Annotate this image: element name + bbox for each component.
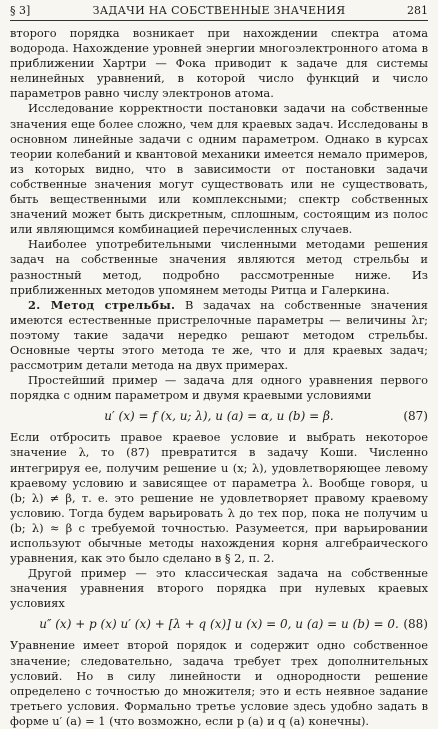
paragraph: Простейший пример — задача для одного уравнения первого порядка с одним параметром и двумя краевыми условиями [10,373,428,403]
section-number: § 3] [10,4,31,17]
page-body [10,26,428,729]
paragraph-text: В задачах на собственные значения имеются естественные пристрелочные параметры — величины λr; поэтому такие задачи нередко решают методом стрельбы. Основные черты этого метода те же, что и для краевых задач; рассмотрим детали метода на двух примерах. [10,297,428,373]
paragraph: Уравнение имеет второй порядок и содержит одно собственное значение; следовательно, задача требует трех дополнительных условий. Но в силу линейности и однородности решение определено с точностью до множителя; это и есть неявное задание третьего условия. Формально третье условие здесь удобно задать в форме u′ (a) = 1 (что возможно, если p (a) и q (a) конечны). [10,638,428,728]
equation-text: u′ (x) = f (x, u; λ), u (a) = α, u (b) = β. [104,409,334,424]
running-header [10,4,428,22]
paragraph: Наиболее употребительными численными методами решения задач на собственные значения являются метод стрельбы и разностный метод, подробно рассмотренные ниже. Из приближенных методов упомянем методы Ритца и Галеркина. [10,237,428,297]
equation-text: u″ (x) + p (x) u′ (x) + [λ + q (x)] u (x) = 0, u (a) = u (b) = 0. [39,617,399,632]
paragraph [10,298,428,373]
paragraph: Если отбросить правое краевое условие и выбрать некоторое значение λ, то (87) превратится в задачу Коши. Численно интегрируя ее, получим решение u (x; λ), удовлетворяющее левому краевому условию и зависящее от параметра λ. Вообще говоря, u (b; λ) ≠ β, т. е. это решение не удовлетворяет правому краевому условию. Тогда будем варьировать λ до тех пор, пока не получим u (b; λ) ≈ β с требуемой точностью. Разумеется, при варьировании используют обычные методы нахождения корня алгебраического уравнения, как это было сделано в § 2, п. 2. [10,430,428,566]
paragraph: Исследование корректности постановки задачи на собственные значения еще более сложно, чем для краевых задач. Исследованы в основном линейные задачи с одним параметром. Однако в курсах теории колебаний и квантовой механики имеется немало примеров, из которых видно, что в зависимости от постановки задачи собственные значения могут существовать или не существовать, быть вещественными или комплексными; спектр собственных значений может быть дискретным, сплошным, состоящим из полос или являющимся комбинацией перечисленных случаев. [10,101,428,237]
header-rule [10,20,428,21]
equation-number: (88) [403,617,428,632]
running-title: ЗАДАЧИ НА СОБСТВЕННЫЕ ЗНАЧЕНИЯ [92,4,346,17]
subsection-heading: 2. Метод стрельбы. [28,297,176,312]
equation-88 [10,613,428,635]
paragraph: Другой пример — это классическая задача на собственные значения уравнения второго порядка при нулевых краевых условиях [10,566,428,611]
equation-number: (87) [403,409,428,424]
paragraph: второго порядка возникает при нахождении спектра атома водорода. Нахождение уровней энергии многоэлектронного атома в приближении Хартри — Фока приводит к задаче для системы нелинейных уравнений, в которой число функций и число параметров равно числу электронов атома. [10,26,428,101]
page-number: 281 [407,4,428,17]
equation-87 [10,405,428,427]
